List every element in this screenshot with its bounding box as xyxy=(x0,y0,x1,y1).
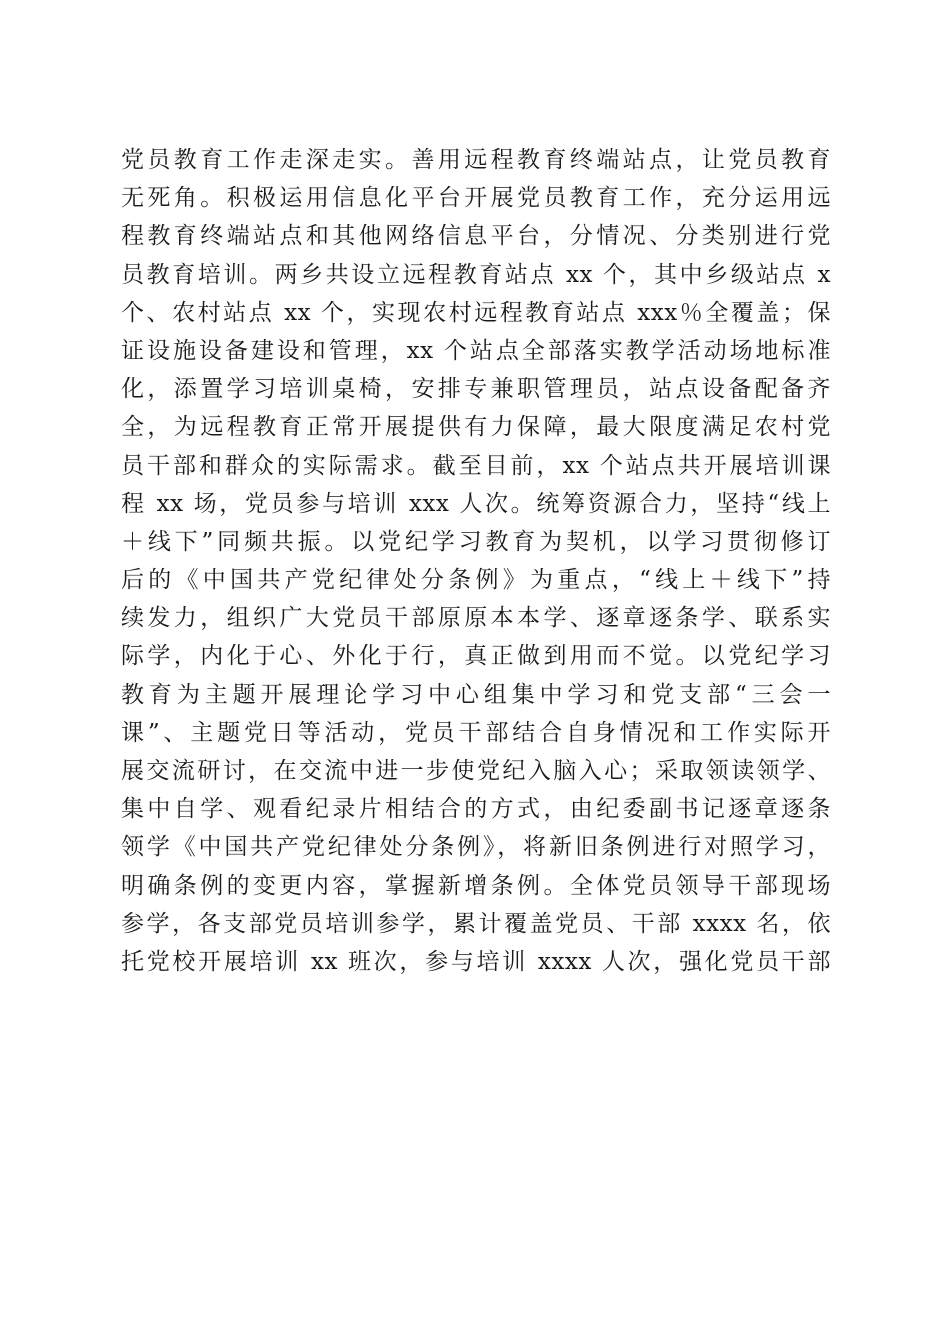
text-line: 个、农村站点 xx 个，实现农村远程教育站点 xxx％全覆盖；保 xyxy=(121,299,831,326)
text-line: 无死角。积极运用信息化平台开展党员教育工作，充分运用远 xyxy=(121,185,831,212)
text-line: 化，添置学习培训桌椅，安排专兼职管理员，站点设备配备齐 xyxy=(121,376,831,403)
text-line: 证设施设备建设和管理，xx 个站点全部落实教学活动场地标准 xyxy=(121,337,831,364)
body-paragraph xyxy=(121,141,831,981)
text-line: 程 xx 场，党员参与培训 xxx 人次。统筹资源合力，坚持“线上 xyxy=(121,490,831,517)
text-line: 党员教育工作走深走实。善用远程教育终端站点，让党员教育 xyxy=(121,147,831,173)
text-line: 课”、主题党日等活动，党员干部结合自身情况和工作实际开 xyxy=(121,719,831,746)
text-line: 程教育终端站点和其他网络信息平台，分情况、分类别进行党 xyxy=(121,223,831,250)
text-line: 集中自学、观看纪录片相结合的方式，由纪委副书记逐章逐条 xyxy=(121,796,831,823)
text-line: 际学，内化于心、外化于行，真正做到用而不觉。以党纪学习 xyxy=(121,643,831,670)
text-line: 明确条例的变更内容，掌握新增条例。全体党员领导干部现场 xyxy=(121,872,831,899)
text-line: 续发力，组织广大党员干部原原本本学、逐章逐条学、联系实 xyxy=(121,605,831,632)
text-line: 领学《中国共产党纪律处分条例》，将新旧条例进行对照学习， xyxy=(121,834,831,861)
text-line: 参学，各支部党员培训参学，累计覆盖党员、干部 xxxx 名，依 xyxy=(121,910,831,937)
text-line: 教育为主题开展理论学习中心组集中学习和党支部“三会一 xyxy=(121,681,831,708)
text-line: 展交流研讨，在交流中进一步使党纪入脑入心；采取领读领学、 xyxy=(121,758,831,784)
text-line: 全，为远程教育正常开展提供有力保障，最大限度满足农村党 xyxy=(121,414,831,441)
text-line: 员干部和群众的实际需求。截至目前，xx 个站点共开展培训课 xyxy=(121,452,831,479)
text-line: 员教育培训。两乡共设立远程教育站点 xx 个，其中乡级站点 x xyxy=(121,261,831,288)
text-line: 托党校开展培训 xx 班次，参与培训 xxxx 人次，强化党员干部 xyxy=(121,948,831,975)
text-line: 后的《中国共产党纪律处分条例》为重点，“线上＋线下”持 xyxy=(121,567,831,594)
text-line: ＋线下”同频共振。以党纪学习教育为契机，以学习贯彻修订 xyxy=(121,528,831,555)
